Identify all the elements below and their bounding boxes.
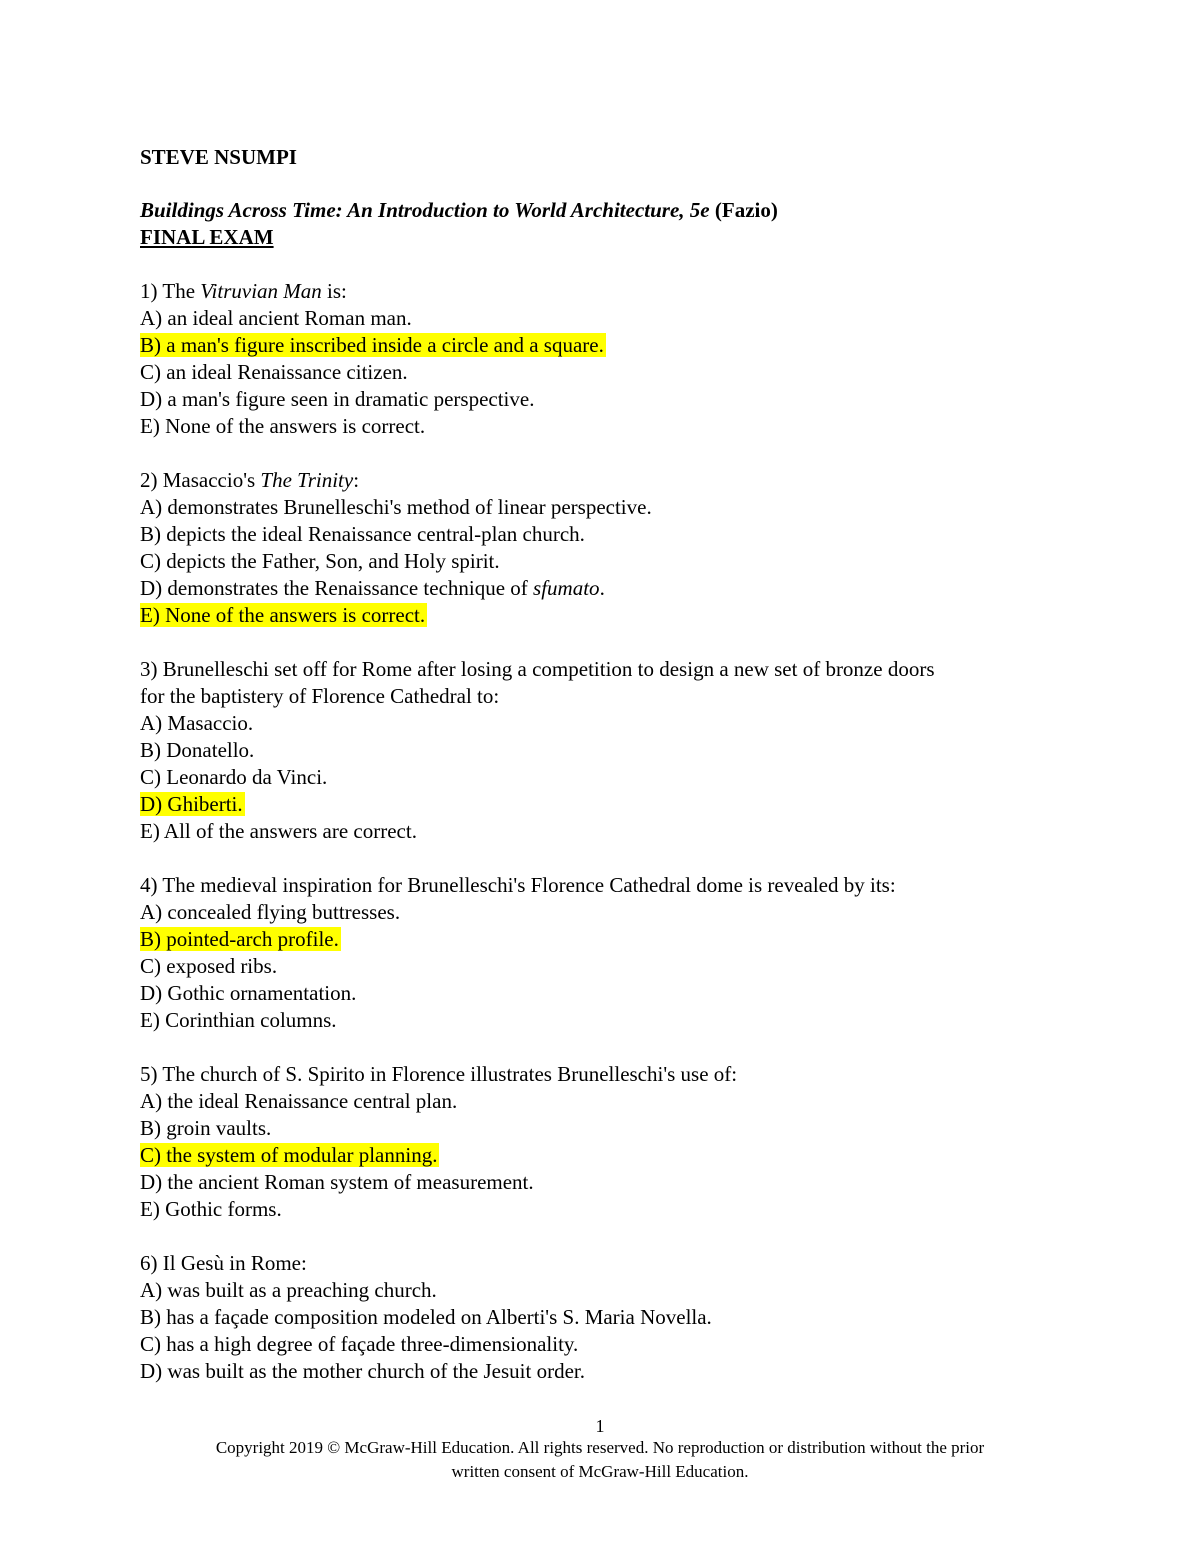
- question-1-option-d: D) a man's figure seen in dramatic perspective.: [140, 387, 535, 411]
- question-2-option-c: C) depicts the Father, Son, and Holy spirit.: [140, 549, 500, 573]
- question-2-option-d: D) demonstrates the Renaissance technique of sfumato.: [140, 576, 605, 600]
- page-number: 1: [595, 1416, 605, 1436]
- answer-highlight: C) the system of modular planning.: [140, 1143, 438, 1167]
- question-6-option-b: B) has a façade composition modeled on Alberti's S. Maria Novella.: [140, 1305, 712, 1329]
- exam-heading: FINAL EXAM: [140, 225, 274, 249]
- book-title: Buildings Across Time: An Introduction to World Architecture, 5e: [140, 198, 710, 222]
- question-3: [140, 656, 1060, 845]
- question-2-option-b: B) depicts the ideal Renaissance central-plan church.: [140, 522, 585, 546]
- question-3-option-d-answer: [140, 791, 1060, 818]
- book-citation: [140, 198, 778, 223]
- question-1: [140, 278, 1060, 440]
- copyright-line-1: Copyright 2019 © McGraw-Hill Education. All rights reserved. No reproduction or distribution without the prior: [215, 1438, 985, 1457]
- question-4-option-a: A) concealed flying buttresses.: [140, 900, 401, 924]
- question-6-option-c: C) has a high degree of façade three-dimensionality.: [140, 1332, 579, 1356]
- question-6-option-d: D) was built as the mother church of the Jesuit order.: [140, 1359, 585, 1383]
- question-2: [140, 467, 1060, 629]
- question-4-option-b-answer: [140, 926, 1060, 953]
- question-1-stem: 1) The Vitruvian Man is:: [140, 279, 347, 303]
- question-list: [140, 278, 1060, 1412]
- question-6: [140, 1250, 1060, 1385]
- question-2-stem: 2) Masaccio's The Trinity:: [140, 468, 360, 492]
- author-name: STEVE NSUMPI: [140, 145, 297, 169]
- question-4-stem: 4) The medieval inspiration for Brunelleschi's Florence Cathedral dome is revealed by its:: [140, 873, 896, 897]
- question-2-option-a: A) demonstrates Brunelleschi's method of linear perspective.: [140, 495, 652, 519]
- question-1-option-c: C) an ideal Renaissance citizen.: [140, 360, 408, 384]
- question-5-option-c-answer: [140, 1142, 1060, 1169]
- question-5-option-e: E) Gothic forms.: [140, 1197, 282, 1221]
- question-1-option-b-answer: [140, 332, 1060, 359]
- answer-highlight: E) None of the answers is correct.: [140, 603, 426, 627]
- question-5: [140, 1061, 1060, 1223]
- question-3-option-c: C) Leonardo da Vinci.: [140, 765, 328, 789]
- question-5-option-a: A) the ideal Renaissance central plan.: [140, 1089, 458, 1113]
- question-4-option-e: E) Corinthian columns.: [140, 1008, 337, 1032]
- question-1-option-e: E) None of the answers is correct.: [140, 414, 426, 438]
- book-author: (Fazio): [714, 198, 778, 222]
- question-5-stem: 5) The church of S. Spirito in Florence illustrates Brunelleschi's use of:: [140, 1062, 738, 1086]
- question-3-stem-line-1: 3) Brunelleschi set off for Rome after losing a competition to design a new set of bronze doors: [140, 657, 935, 681]
- question-5-option-d: D) the ancient Roman system of measurement.: [140, 1170, 534, 1194]
- copyright-line-2: written consent of McGraw-Hill Education.: [451, 1462, 749, 1481]
- question-3-option-e: E) All of the answers are correct.: [140, 819, 417, 843]
- question-2-option-e-answer: [140, 602, 1060, 629]
- question-4-option-c: C) exposed ribs.: [140, 954, 278, 978]
- answer-highlight: B) pointed-arch profile.: [140, 927, 339, 951]
- question-1-option-a: A) an ideal ancient Roman man.: [140, 306, 412, 330]
- question-4-option-d: D) Gothic ornamentation.: [140, 981, 357, 1005]
- question-5-option-b: B) groin vaults.: [140, 1116, 272, 1140]
- question-3-stem-line-2: for the baptistery of Florence Cathedral to:: [140, 684, 500, 708]
- answer-highlight: B) a man's figure inscribed inside a circle and a square.: [140, 333, 604, 357]
- answer-highlight: D) Ghiberti.: [140, 792, 243, 816]
- question-4: [140, 872, 1060, 1034]
- question-6-stem: 6) Il Gesù in Rome:: [140, 1251, 307, 1275]
- question-3-option-b: B) Donatello.: [140, 738, 255, 762]
- question-3-option-a: A) Masaccio.: [140, 711, 254, 735]
- question-6-option-a: A) was built as a preaching church.: [140, 1278, 437, 1302]
